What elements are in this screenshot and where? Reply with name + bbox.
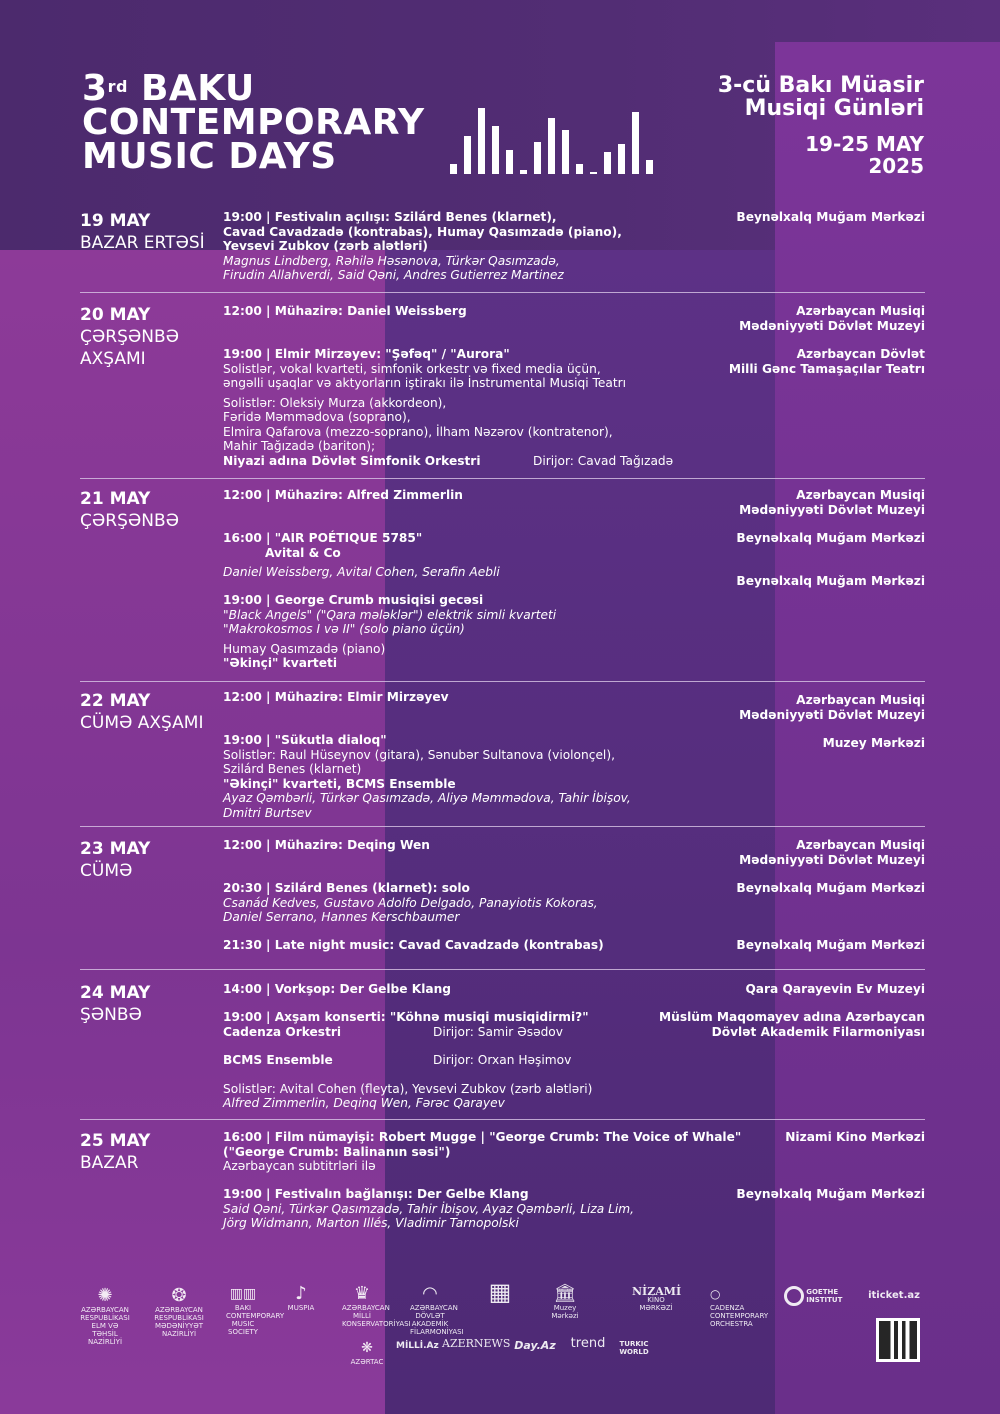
venue: Beynəlxalq Muğam Mərkəzi	[736, 938, 925, 952]
event-benes-solo: 20:30 | Szilárd Benes (klarnet): solo Csanád Kedves, Gustavo Adolfo Delgado, Panayiotis Kokoras, Daniel Serrano, Hannes Kerschbaumer	[223, 881, 598, 924]
bcms-logo: ▥▥ BAKI CONTEMPORARY MUSIC SOCIETY	[226, 1286, 285, 1336]
venue: Azərbaycan Musiqi Mədəniyyəti Dövlət Muzeyi	[739, 838, 925, 867]
divider	[80, 1119, 925, 1120]
azertac-logo: ❋ AZƏRTAC	[350, 1340, 384, 1366]
conservatory-logo: ♛ AZƏRBAYCAN MİLLİ KONSERVATORİYASI	[342, 1283, 411, 1328]
venue: Beynəlxalq Muğam Mərkəzi	[736, 881, 925, 895]
event-lecture: 12:00 | Mühazirə: Deqing Wen	[223, 838, 430, 852]
day-20-may	[80, 304, 925, 474]
day-label: 25 MAY BAZAR	[80, 1131, 151, 1173]
event-lecture: 12:00 | Mühazirə: Daniel Weissberg	[223, 304, 467, 318]
divider	[80, 292, 925, 293]
venue: Beynəlxalq Muğam Mərkəzi	[736, 574, 925, 588]
venue: Beynəlxalq Muğam Mərkəzi	[736, 210, 925, 224]
venue: Azərbaycan Musiqi Mədəniyyəti Dövlət Muzeyi	[739, 693, 925, 722]
day-label: 24 MAY ŞƏNBƏ	[80, 983, 151, 1025]
venue: Müslüm Maqomayev adına Azərbaycan Dövlət Akademik Filarmoniyası	[659, 1010, 925, 1039]
milli-az-logo: MİLLİ.Az	[396, 1341, 439, 1351]
goethe-logo: GOETHE INSTITUT	[784, 1286, 836, 1306]
event-evening-concert: 19:00 | Axşam konserti: "Köhnə musiqi musiqidirmi?" Cadenza Orkestri Dirijor: Samir Əsədov BCMS Ensemble Dirijor: Orxan Həşimov Solistlər: Avital Cohen (fleyta), Yevsevi Zubkov (zərb alətləri) Alfred Zimmerlin, Deqinq Wen, Fərəc Qarayev	[223, 1010, 593, 1110]
event-air-poetique: 16:00 | "AIR POÉTIQUE 5785" Avital & Co Daniel Weissberg, Avital Cohen, Serafin Aebli	[223, 531, 500, 579]
nizami-cinema-logo: NİZAMİ KİNO MƏRKƏZİ	[632, 1285, 682, 1312]
cadenza-logo: ○ CADENZA CONTEMPORARY ORCHESTRA	[710, 1287, 769, 1328]
day-label: 23 MAY CÜMƏ	[80, 839, 151, 881]
media-logos	[350, 1338, 670, 1368]
ministry-science-logo: ✺ AZƏRBAYCAN RESPUBLİKASI ELM VƏ TƏHSİL NAZİRLİYİ	[80, 1285, 130, 1346]
day-23-may	[80, 838, 925, 963]
venue: Nizami Kino Mərkəzi	[785, 1130, 925, 1144]
turkic-world-logo: TURKIC WORLD	[619, 1340, 649, 1356]
museum-center-logo: 🏛 Muzey Mərkəzi	[551, 1283, 579, 1320]
venue: Azərbaycan Musiqi Mədəniyyəti Dövlət Muzeyi	[739, 304, 925, 333]
theatre-logo: ▦	[488, 1278, 512, 1306]
event-opening: 19:00 | Festivalın açılışı: Szilárd Benes (klarnet), Cavad Cavadzadə (kontrabas), Humay Qasımzadə (piano), Yevsevi Zubkov (zərb alətləri) Magnus Lindberg, Rəhilə Həsənova, Türkər Qasımzadə, Firudin Allahverdi, Said Qəni, Andres Gutierrez Martinez	[223, 210, 622, 282]
venue: Qara Qarayevin Ev Muzeyi	[745, 982, 925, 996]
day-21-may	[80, 488, 925, 673]
event-late-night: 21:30 | Late night music: Cavad Cavadzadə (kontrabas)	[223, 938, 604, 952]
equalizer-graphic	[450, 108, 655, 174]
event-crumb-night: 19:00 | George Crumb musiqisi gecəsi "Black Angels" ("Qara mələklər") elektrik simli kvarteti "Makrokosmos I və II" (solo piano üçün) Humay Qasımzadə (piano) "Əkinçi" kvarteti	[223, 593, 557, 670]
venue: Beynəlxalq Muğam Mərkəzi	[736, 1187, 925, 1201]
festival-subtitle: 3-cü Bakı Müasir Musiqi Günləri	[717, 73, 924, 121]
divider	[80, 681, 925, 682]
event-lecture: 12:00 | Mühazirə: Elmir Mirzəyev	[223, 690, 449, 704]
iticket-logo: iticket.az	[868, 1290, 920, 1301]
muspia-logo: ♪ MUSPIA	[287, 1283, 315, 1312]
day-24-may	[80, 982, 925, 1112]
day-19-may	[80, 210, 925, 290]
ministry-culture-logo: ❂ AZƏRBAYCAN RESPUBLİKASI MƏDƏNİYYƏT NAZİRLİYİ	[154, 1285, 204, 1338]
divider	[80, 478, 925, 479]
day-label: 21 MAY ÇƏRŞƏNBƏ	[80, 489, 179, 531]
event-aurora: 19:00 | Elmir Mirzəyev: "Şəfəq" / "Aurora" Solistlər, vokal kvarteti, simfonik orkestr və fixed media üçün, əngəlli uşaqlar və aktyorların iştirakı ilə İnstrumental Musiqi Teatrı Solistlər: Oleksiy Murza (akkordeon), Fəridə Məmmədova (soprano), Elmira Qafarova (mezzo-soprano), İlham Nəzərov (kontratenor), Mahir Tağızadə (bariton); Niyazi adına Dövlət Simfonik Orkestri Dirijor: Cavad Tağızadə	[223, 347, 674, 468]
day-az-logo: Day.Az	[514, 1339, 556, 1352]
day-22-may	[80, 690, 925, 820]
event-film: 16:00 | Film nümayişi: Robert Mugge | "George Crumb: The Voice of Whale" ("George Crumb: Balinanın səsi") Azərbaycan subtitrləri ilə	[223, 1130, 742, 1173]
divider	[80, 826, 925, 827]
event-closing: 19:00 | Festivalın bağlanışı: Der Gelbe Klang Said Qəni, Türkər Qasımzadə, Tahir İbişov, Ayaz Qəmbərli, Liza Lim, Jörg Widmann, Marton Illés, Vladimir Tarnopolski	[223, 1187, 635, 1230]
day-25-may	[80, 1130, 925, 1240]
day-label: 20 MAY ÇƏRŞƏNBƏ AXŞAMI	[80, 305, 179, 369]
event-lecture: 12:00 | Mühazirə: Alfred Zimmerlin	[223, 488, 463, 502]
event-workshop: 14:00 | Vorkşop: Der Gelbe Klang	[223, 982, 452, 996]
day-label: 22 MAY CÜMƏ AXŞAMI	[80, 691, 204, 733]
venue: Beynəlxalq Muğam Mərkəzi	[736, 531, 925, 545]
trend-logo: trend	[570, 1336, 606, 1351]
philharmonic-logo: ◠ AZƏRBAYCAN DÖVLƏT AKADEMİK FİLARMONİYASI	[410, 1283, 464, 1336]
event-dialogue: 19:00 | "Sükutla dialoq" Solistlər: Raul Hüseynov (gitara), Sənubər Sultanova (violonçel), Szilárd Benes (klarnet) "Əkinçi" kvarteti, BCMS Ensemble Ayaz Qəmbərli, Türkər Qasımzadə, Aliyə Məmmədova, Tahir İbişov, Dmitri Burtsev	[223, 733, 631, 820]
azernews-logo: AZERNEWS	[442, 1337, 511, 1350]
festival-title: 3rd BAKU CONTEMPORARY MUSIC DAYS	[82, 68, 425, 177]
festival-dates: 19-25 MAY 2025	[805, 132, 924, 178]
venue: Muzey Mərkəzi	[822, 736, 925, 750]
divider	[80, 969, 925, 970]
qr-code[interactable]	[876, 1318, 920, 1362]
venue: Azərbaycan Musiqi Mədəniyyəti Dövlət Muzeyi	[739, 488, 925, 517]
venue: Azərbaycan Dövlət Milli Gənc Tamaşaçılar Teatrı	[728, 347, 925, 376]
day-label: 19 MAY BAZAR ERTƏSİ	[80, 211, 205, 253]
